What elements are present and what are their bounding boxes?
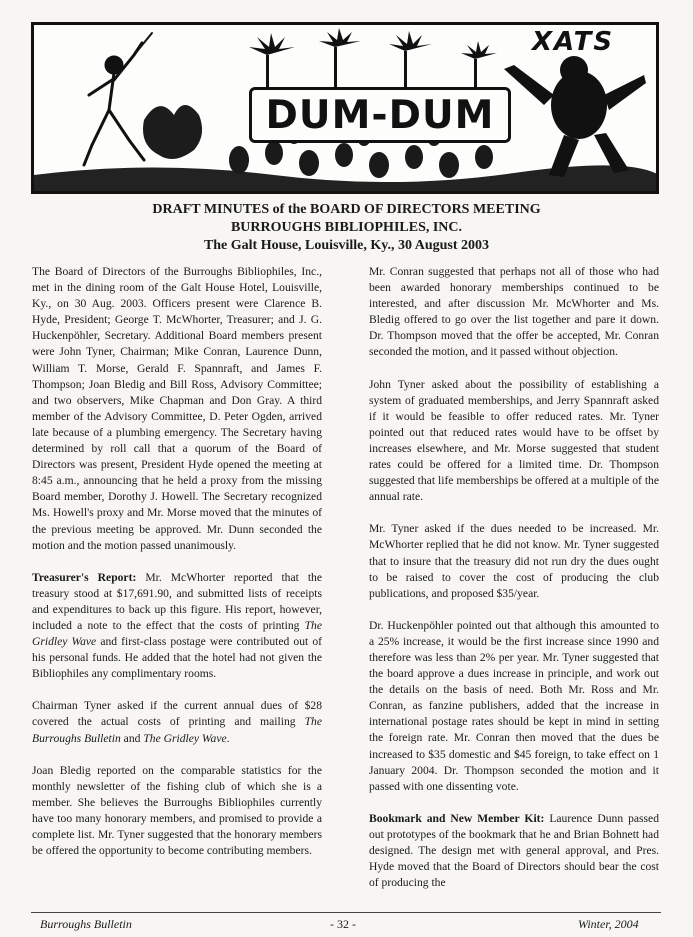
dues-vote-paragraph: Dr. Huckenpöhler pointed out that although this amounted to a 25% increase, it would be the first increase since 1990 and therefore was less than 2% per year. Mr. Tyner suggested that the board approve a dues increase in principle, and work out the details on the basis of need. Both Mr. Ross and Mr. Conran, as fanzine publishers, added that the increase in international postage rates should be kept in mind in setting the foreign rate. Mr. Conran then moved that the dues be increased to $35 domestic and $45 foreign, to take effect on 1 January 2004. Dr. Thompson seconded the motion and it passed with one dissenting vote. <box>369 618 659 793</box>
treasurers-report-paragraph <box>32 570 322 683</box>
meeting-location-date: The Galt House, Louisville, Ky., 30 August 2003 <box>203 238 490 253</box>
dues-question-paragraph <box>32 698 322 746</box>
right-column <box>369 264 659 907</box>
opening-paragraph: The Board of Directors of the Burroughs Bibliophiles, Inc., met in the dining room of the Galt House Hotel, Louisville, Ky., on 30 Aug. 2003. Officers present were Clarence B. Hyde, President; George T. McWhorter, Treasurer; and J. G. Huckenpöhler, Secretary. Additional Board members present were John Tyner, Chairman; Mike Conran, Laurence Dunn, William T. Morse, Gerald F. Spannraft, and James F. Thompson; Joan Bledig and Bill Ross, Advisory Committee; and two observers, Mike Chapman and Don Gray. A third member of the Advisory Committee, D. Peter Ogden, arrived late because of a plumbing emergency. The Secretary having determined by roll call that a quorum of the Board of Directors was present, President Hyde opened the meeting at 8:45 a.m., announcing that he held a proxy from the missing Board member, Dorothy J. Howell. The Secretary recognized Ms. Howell's proxy and Mr. Morse moved that the minutes of the previous meeting be approved. Mr. Dunn seconded the motion and the motion passed unanimously. <box>32 265 322 552</box>
publication-title: The Gridley Wave <box>143 731 227 745</box>
minutes-title: DRAFT MINUTES of the BOARD OF DIRECTORS MEETING <box>152 202 541 217</box>
conjunction-text: and <box>120 731 144 745</box>
graduated-memberships-paragraph: John Tyner asked about the possibility of establishing a system of graduated memberships, and Jerry Spannraft asked if it would be feasible to offer reduced rates. Mr. Tyner pointed out that reduced rates would have to be offset by increases elsewhere, and Mr. Morse suggested that student rates could be offered for a limited time. Dr. Thompson suggested that life memberships be offered at a multiple of the annual rate. <box>369 377 659 504</box>
footer-publication: Burroughs Bulletin <box>40 917 132 931</box>
footer-rule <box>31 912 661 913</box>
publication-title: The Burroughs Bulletin <box>32 715 322 745</box>
treasurers-report-text-b: and first-class postage were contributed out of his personal funds. He added that the hotel had not given the Bibliophiles any complimentary rooms. <box>32 635 322 681</box>
dues-increase-paragraph: Mr. Tyner asked if the dues needed to be increased. Mr. McWhorter replied that he did not know. Mr. Tyner suggested that to insure that the treasury did not run dry the dues ought to be raised to cover the cost of producing the club publications, and proposed $35/year. <box>369 522 659 600</box>
bookmark-text: Laurence Dunn passed out prototypes of the bookmark that he and Brian Bohnett had designed. The design met with general approval, and Pres. Hyde moved that the Board of Directors should bear the cost of producing the <box>369 811 659 890</box>
honorary-list-paragraph: Mr. Conran suggested that perhaps not all of those who had been awarded honorary memberships continued to be interested, and after discussion Mr. McWhorter and Ms. Bledig offered to go over the list together and pare it down. Dr. Thompson moved that the offer be accepted, Mr. Conran seconded the motion, and it passed without objection. <box>369 265 659 359</box>
bookmark-paragraph <box>369 811 659 891</box>
sentence-end: . <box>226 731 230 745</box>
honorary-members-paragraph: Joan Bledig reported on the comparable statistics for the monthly newsletter of the fishing club of which she is a member. She believes the Burroughs Bibliophiles currently have too many honorary members, and promised to provide a complete list. Mr. Tyner suggested that the honorary members be offered the opportunity to become contributing members. <box>32 763 322 858</box>
dues-question-text: Chairman Tyner asked if the current annual dues of $28 covered the actual costs of printing and mailing <box>32 699 322 729</box>
footer-page-number: - 32 - <box>330 917 356 931</box>
treasurers-report-heading: Treasurer's Report: <box>32 570 137 584</box>
banner-xats-lettering: XATS <box>532 27 615 57</box>
masthead-banner <box>31 22 659 194</box>
left-column <box>32 264 322 875</box>
bookmark-heading: Bookmark and New Member Kit: <box>369 811 545 825</box>
organization-name: BURROUGHS BIBLIOPHILES, INC. <box>230 220 463 235</box>
publication-title: The Gridley Wave <box>32 618 322 649</box>
footer-issue: Winter, 2004 <box>578 917 639 931</box>
banner-title: DUM-DUM <box>249 87 511 143</box>
treasurers-report-text-a: Mr. McWhorter reported that the treasury stood at $17,691.90, and submitted lists of receipts and expenditures to back up this figure. His report, however, included a note to the effect that the costs of printing <box>32 570 322 632</box>
